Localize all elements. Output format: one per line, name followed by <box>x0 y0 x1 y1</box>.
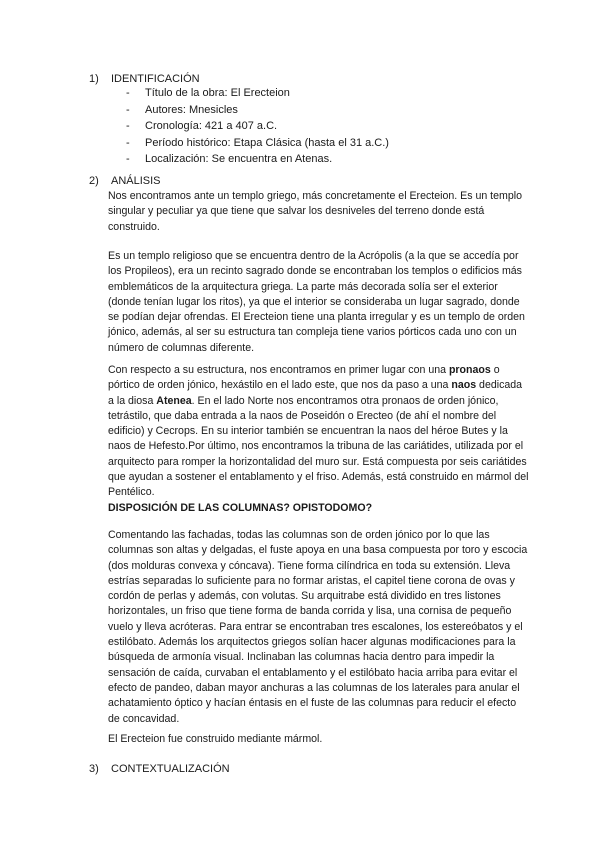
term-atenea: Atenea <box>156 394 192 407</box>
text-run: . En el lado Norte nos encontramos otra pronaos de orden jónico, tetrástilo, que daba entrada a la naos de Poseidón o Erecteo (de ahí el nombre del edificio) y Cecrops. En su interior también se encuentran la naos del héroe Butes y la naos de Hefesto.Por último, nos encontramos la tribuna de las cariátides, utilizada por el arquitecto para romper la horizontalidad del muro sur. Está compuesta por seis cariátides que ayudan a sostener el entablamento y el friso. Además, está construido en mármol del Pentélico. <box>108 394 529 499</box>
section-title: IDENTIFICACIÓN <box>111 73 200 85</box>
analysis-paragraph-1 <box>108 189 530 235</box>
subheading-columnas: DISPOSICIÓN DE LAS COLUMNAS? OPISTODOMO? <box>108 501 373 514</box>
list-item-text: Cronología: 421 a 407 a.C. <box>145 120 278 132</box>
list-dash: - <box>126 153 130 165</box>
section-title: CONTEXTUALIZACIÓN <box>111 763 230 775</box>
paragraph-text: Nos encontramos ante un templo griego, más concretamente el Erecteion. Es un templo singular y peculiar ya que tiene que salvar los desniveles del terreno donde está construido. <box>108 190 522 233</box>
list-dash: - <box>126 103 130 116</box>
term-naos: naos <box>451 379 477 392</box>
list-dash: - <box>126 136 130 149</box>
section-number: 3) <box>89 763 99 775</box>
section-heading-analisis <box>89 173 161 189</box>
list-item <box>121 151 389 168</box>
analysis-paragraph-4 <box>108 528 530 727</box>
paragraph-text: Comentando las fachadas, todas las columnas son de orden jónico por lo que las columnas son altas y delgadas, el fuste apoya en una basa compuesta por toro y escocia (dos molduras convexa y cóncava). Tiene forma cilíndrica en toda su extensión. Lleva estrías separadas lo suficiente para no formar aristas, el capitel tiene corona de ovas y cordón de perlas y además, con volutas. Su arquitrabe está dividido en tres listones horizontales, un friso que tiene forma de banda corrida y lisa, una cornisa de pequeño vuelo y lleva acróteras. Para entrar se encontraban tres escalones, los estereóbatos y el estilóbato. Además los arquitectos griegos solían hacer algunas modificaciones para la búsqueda de armonía visual. Inclinaban las columnas hacia dentro para impedir la sensación de caída, curvaban el entablamento y el estilóbato hacia arriba para evitar el efecto de pandeo, daban mayor anchuras a las columnas de los laterales para anular el achatamiento óptico y hacían éntasis en el fuste de las columnas para reducir el efecto de concavidad. <box>108 529 528 725</box>
list-item-text: Período histórico: Etapa Clásica (hasta el 31 a.C.) <box>145 136 389 149</box>
list-item <box>121 118 389 135</box>
analysis-paragraph-3 <box>108 363 530 516</box>
list-item-text: Título de la obra: El Erecteion <box>145 87 290 99</box>
paragraph-text <box>108 363 530 501</box>
text-run: o pórtico de orden jónico, hexástilo en el lado este, que nos da paso a una <box>108 364 500 392</box>
list-item <box>121 135 389 152</box>
term-pronaos: pronaos <box>448 364 491 376</box>
paragraph-text: El Erecteion fue construido mediante mármol. <box>108 733 323 745</box>
identification-list <box>121 85 389 168</box>
text-run: Con respecto a su estructura, nos encontramos en primer lugar con una <box>108 364 449 376</box>
list-item <box>121 85 389 102</box>
section-number: 1) <box>89 73 99 85</box>
section-title: ANÁLISIS <box>111 175 161 187</box>
list-item <box>121 102 389 119</box>
paragraph-text: Es un templo religioso que se encuentra dentro de la Acrópolis (a la que se accedía por los Propileos), era un recinto sagrado donde se encontraban los templos o edificios más emblemáticos de la arquitectura griega. La parte más decorada solía ser el exterior (donde tenían lugar los ritos), ya que el interior se consideraba un lugar sagrado, donde se podían dejar ofrendas. El Erecteion tiene una planta irregular y es un templo de orden jónico, además, al ser su estructura tan compleja tiene varios pórticos cada uno con un número de columnas diferente. <box>108 250 525 354</box>
list-item-text: Autores: Mnesicles <box>145 103 238 116</box>
text-run: dedicada a la diosa <box>108 379 523 407</box>
list-dash: - <box>126 87 130 99</box>
analysis-paragraph-5 <box>108 732 530 747</box>
section-heading-contextualizacion <box>89 761 230 777</box>
section-number: 2) <box>89 175 99 187</box>
list-item-text: Localización: Se encuentra en Atenas. <box>145 153 333 165</box>
list-dash: - <box>126 120 130 132</box>
analysis-paragraph-2 <box>108 249 530 356</box>
